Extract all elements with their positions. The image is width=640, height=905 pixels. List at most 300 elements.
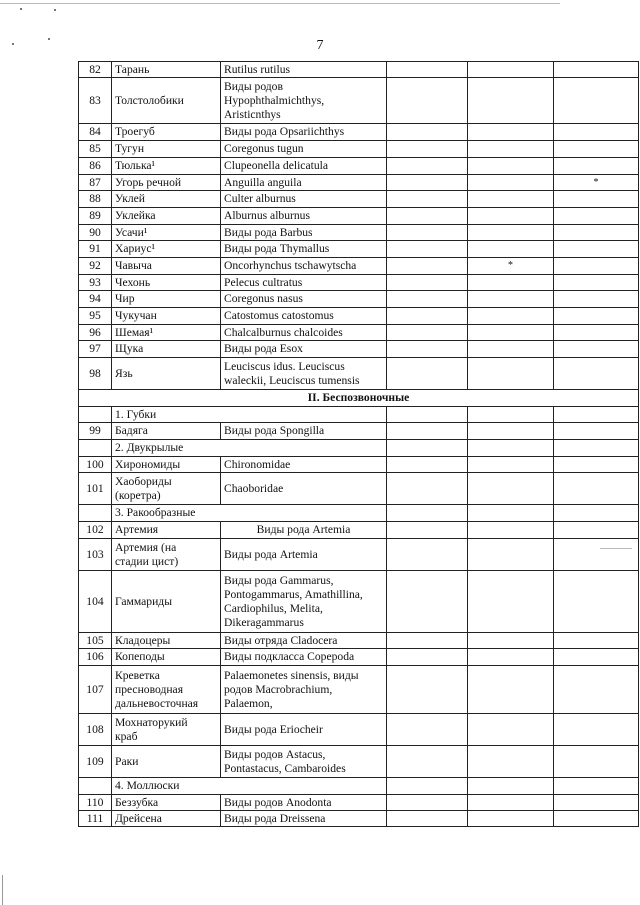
empty-cell — [468, 440, 554, 457]
subsection-heading: 3. Ракообразные — [112, 505, 387, 522]
empty-cell — [387, 811, 468, 827]
table-row — [79, 325, 639, 341]
russian-name — [112, 473, 221, 505]
latin-name-line: Anguilla anguila — [224, 175, 302, 189]
russian-name — [112, 325, 221, 341]
mark-cell — [468, 649, 554, 666]
empty-cell — [387, 423, 468, 440]
latin-name — [221, 78, 387, 124]
latin-name — [221, 124, 387, 141]
latin-name — [221, 341, 387, 358]
empty-cell — [387, 778, 468, 795]
latin-name — [221, 225, 387, 241]
mark-cell — [554, 666, 639, 714]
latin-name — [221, 358, 387, 390]
table-row — [79, 124, 639, 141]
empty-cell — [387, 714, 468, 746]
row-number: 89 — [79, 208, 112, 225]
table-row — [79, 473, 639, 505]
empty-cell — [387, 649, 468, 666]
row-number: 96 — [79, 325, 112, 341]
latin-name — [221, 62, 387, 78]
russian-name-line: Кладоцеры — [115, 633, 171, 647]
empty-cell — [387, 158, 468, 175]
scan-speck — [54, 9, 56, 11]
latin-name-line: Виды рода Barbus — [224, 225, 313, 239]
latin-name — [221, 473, 387, 505]
latin-name-line: Виды родов Astacus, — [224, 747, 326, 761]
row-number: 95 — [79, 308, 112, 325]
table-row — [79, 275, 639, 291]
table-row — [79, 62, 639, 78]
latin-name-line: Pontastacus, Cambaroides — [224, 761, 346, 775]
table-row — [79, 158, 639, 175]
mark-cell — [468, 571, 554, 633]
mark-cell — [554, 225, 639, 241]
empty-cell — [79, 440, 112, 457]
russian-name — [112, 795, 221, 811]
russian-name-line: Копеподы — [115, 650, 165, 663]
mark-cell — [554, 811, 639, 827]
mark-cell — [468, 175, 554, 191]
russian-name — [112, 208, 221, 225]
empty-cell — [387, 522, 468, 539]
empty-cell — [387, 358, 468, 390]
row-number: 104 — [79, 571, 112, 633]
latin-name — [221, 539, 387, 571]
empty-cell — [387, 141, 468, 158]
mark-cell — [468, 141, 554, 158]
table-row — [79, 208, 639, 225]
latin-name — [221, 308, 387, 325]
latin-name-line: Виды рода Dreissena — [224, 811, 326, 825]
empty-cell — [387, 308, 468, 325]
latin-name-line: Виды рода Eriocheir — [224, 722, 323, 736]
russian-name-line: Угорь речной — [115, 175, 182, 189]
latin-name — [221, 423, 387, 440]
russian-name-line: Тюлька¹ — [115, 159, 156, 172]
latin-name-line: Виды отряда Cladocera — [224, 633, 338, 647]
species-table — [78, 61, 639, 827]
table-row — [79, 714, 639, 746]
latin-name — [221, 649, 387, 666]
russian-name-line: Чир — [115, 292, 135, 305]
row-number: 100 — [79, 457, 112, 473]
russian-name-line: Раки — [115, 754, 139, 768]
empty-cell — [387, 325, 468, 341]
row-number: 83 — [79, 78, 112, 124]
empty-cell — [387, 633, 468, 649]
mark-cell — [554, 423, 639, 440]
table-row — [79, 258, 639, 275]
russian-name — [112, 666, 221, 714]
russian-name — [112, 124, 221, 141]
latin-name-line: Виды рода Artemia — [224, 547, 318, 561]
latin-name — [221, 811, 387, 827]
empty-cell — [387, 746, 468, 778]
section-heading-row — [79, 390, 639, 407]
empty-cell — [554, 440, 639, 457]
mark-cell — [554, 62, 639, 78]
latin-name — [221, 666, 387, 714]
latin-name — [221, 522, 387, 539]
mark-cell — [468, 666, 554, 714]
row-number: 86 — [79, 158, 112, 175]
mark-cell — [468, 714, 554, 746]
latin-name — [221, 175, 387, 191]
russian-name — [112, 258, 221, 275]
mark-cell — [468, 341, 554, 358]
row-number: 84 — [79, 124, 112, 141]
mark-cell — [554, 714, 639, 746]
row-number: 93 — [79, 275, 112, 291]
mark-cell — [554, 124, 639, 141]
russian-name-line: Щука — [115, 342, 144, 355]
table-row — [79, 225, 639, 241]
russian-name — [112, 291, 221, 308]
table-row — [79, 666, 639, 714]
table-row — [79, 141, 639, 158]
table-row — [79, 78, 639, 124]
latin-name — [221, 457, 387, 473]
russian-name — [112, 191, 221, 208]
table-row — [79, 571, 639, 633]
russian-name-line: Чукучан — [115, 309, 157, 322]
empty-cell — [387, 407, 468, 423]
mark-cell — [468, 241, 554, 258]
russian-name — [112, 175, 221, 191]
mark-cell — [554, 795, 639, 811]
mark-cell — [468, 208, 554, 225]
subsection-row — [79, 778, 639, 795]
mark-cell — [468, 473, 554, 505]
russian-name-line: Артемия — [115, 523, 159, 536]
table-row — [79, 191, 639, 208]
mark-cell — [554, 78, 639, 124]
row-number: 103 — [79, 539, 112, 571]
row-number: 105 — [79, 633, 112, 649]
mark-cell — [554, 473, 639, 505]
latin-name — [221, 275, 387, 291]
russian-name — [112, 457, 221, 473]
row-number: 98 — [79, 358, 112, 390]
table-row — [79, 457, 639, 473]
russian-name — [112, 649, 221, 666]
empty-cell — [468, 407, 554, 423]
latin-name-line: родов Macrobrachium, — [224, 682, 333, 696]
empty-cell — [554, 407, 639, 423]
empty-cell — [554, 505, 639, 522]
russian-name — [112, 714, 221, 746]
latin-name — [221, 258, 387, 275]
latin-name-line: waleckii, Leuciscus tumensis — [224, 373, 360, 387]
latin-name-line: Pontogammarus, Amathillina, — [224, 587, 363, 601]
empty-cell — [387, 258, 468, 275]
subsection-row — [79, 440, 639, 457]
row-number: 99 — [79, 423, 112, 440]
russian-name-line: Хариус¹ — [115, 242, 155, 255]
empty-cell — [387, 291, 468, 308]
russian-name-line: Троегуб — [115, 125, 155, 138]
russian-name-line: дальневосточная — [115, 696, 199, 710]
latin-name — [221, 714, 387, 746]
russian-name-line: (коретра) — [115, 488, 161, 502]
latin-name-line: Chironomidae — [224, 457, 291, 471]
russian-name — [112, 241, 221, 258]
row-number: 87 — [79, 175, 112, 191]
empty-cell — [387, 124, 468, 141]
subsection-heading: 2. Двукрылые — [112, 440, 387, 457]
row-number: 94 — [79, 291, 112, 308]
empty-cell — [387, 175, 468, 191]
mark-cell: * — [554, 175, 639, 191]
russian-name-line: Бадяга — [115, 424, 148, 437]
mark-cell — [554, 633, 639, 649]
table-row — [79, 308, 639, 325]
row-number: 90 — [79, 225, 112, 241]
row-number: 110 — [79, 795, 112, 811]
russian-name-line: Гаммариды — [115, 594, 172, 608]
russian-name — [112, 522, 221, 539]
mark-cell — [554, 325, 639, 341]
latin-name — [221, 241, 387, 258]
latin-name-line: Alburnus alburnus — [224, 209, 310, 222]
mark-cell — [468, 78, 554, 124]
empty-cell — [387, 241, 468, 258]
latin-name — [221, 325, 387, 341]
latin-name-line: Palaemonetes sinensis, виды — [224, 668, 359, 682]
table-row — [79, 341, 639, 358]
row-number: 97 — [79, 341, 112, 358]
row-number: 109 — [79, 746, 112, 778]
russian-name-line: Дрейсена — [115, 811, 162, 825]
mark-cell — [554, 291, 639, 308]
empty-cell — [79, 778, 112, 795]
mark-cell — [554, 258, 639, 275]
latin-name — [221, 158, 387, 175]
latin-name-line: Chaoboridae — [224, 481, 284, 495]
russian-name-line: Артемия (на — [115, 540, 177, 554]
latin-name-line: Aristicnthys — [224, 107, 281, 121]
empty-cell — [387, 275, 468, 291]
russian-name-line: стадии цист) — [115, 554, 179, 568]
latin-name-line: Culter alburnus — [224, 192, 296, 205]
russian-name-line: пресноводная — [115, 682, 184, 696]
mark-cell — [554, 341, 639, 358]
latin-name-line: Виды рода Gammarus, — [224, 573, 334, 587]
subsection-heading: 1. Губки — [112, 407, 387, 423]
empty-cell — [387, 208, 468, 225]
table-row — [79, 633, 639, 649]
table-row — [79, 649, 639, 666]
latin-name — [221, 633, 387, 649]
row-number: 85 — [79, 141, 112, 158]
table-row — [79, 423, 639, 440]
mark-cell — [554, 522, 639, 539]
empty-cell — [387, 457, 468, 473]
russian-name — [112, 62, 221, 78]
mark-cell — [468, 225, 554, 241]
latin-name — [221, 795, 387, 811]
empty-cell — [468, 778, 554, 795]
scan-speck — [20, 8, 22, 10]
mark-cell — [554, 141, 639, 158]
mark-cell — [554, 649, 639, 666]
row-number: 92 — [79, 258, 112, 275]
mark-cell — [468, 423, 554, 440]
empty-cell — [554, 778, 639, 795]
table-row — [79, 358, 639, 390]
table-row — [79, 795, 639, 811]
russian-name-line: Уклейка — [115, 209, 156, 222]
scan-edge-line — [0, 3, 560, 4]
subsection-heading: 4. Моллюски — [112, 778, 387, 795]
empty-cell — [387, 440, 468, 457]
mark-cell — [468, 191, 554, 208]
russian-name-line: Хаобориды — [115, 474, 172, 488]
russian-name-line: Креветка — [115, 668, 160, 682]
mark-cell — [554, 158, 639, 175]
russian-name-line: Чехонь — [115, 275, 151, 289]
latin-name-line: Palaemon, — [224, 696, 273, 710]
latin-name-line: Виды подкласса Copepoda — [224, 650, 355, 663]
latin-name-line: Виды родов — [224, 79, 283, 93]
table-row — [79, 811, 639, 827]
latin-name-line: Виды рода Spongilla — [224, 424, 325, 437]
latin-name-line: Hypophthalmichthys, — [224, 93, 325, 107]
latin-name-line: Oncorhynchus tschawytscha — [224, 259, 357, 272]
russian-name — [112, 423, 221, 440]
mark-cell — [554, 358, 639, 390]
russian-name-line: Тугун — [115, 142, 145, 155]
russian-name-line: Тарань — [115, 62, 150, 76]
mark-cell — [554, 208, 639, 225]
latin-name-line: Catostomus catostomus — [224, 309, 334, 322]
latin-name — [221, 191, 387, 208]
mark-cell — [468, 358, 554, 390]
subsection-row — [79, 505, 639, 522]
russian-name — [112, 571, 221, 633]
mark-cell — [468, 795, 554, 811]
section-heading: II. Беспозвоночные — [79, 390, 639, 407]
mark-cell — [554, 457, 639, 473]
row-number: 88 — [79, 191, 112, 208]
mark-cell — [468, 325, 554, 341]
latin-name-line: Dikeragammarus — [224, 615, 304, 629]
empty-cell — [387, 191, 468, 208]
russian-name-line: Чавыча — [115, 259, 152, 272]
empty-cell — [387, 341, 468, 358]
latin-name — [221, 141, 387, 158]
empty-cell — [387, 225, 468, 241]
empty-cell — [387, 473, 468, 505]
russian-name-line: Шемая¹ — [115, 325, 154, 339]
table-row — [79, 291, 639, 308]
russian-name — [112, 78, 221, 124]
empty-cell — [387, 795, 468, 811]
row-number: 102 — [79, 522, 112, 539]
russian-name — [112, 225, 221, 241]
latin-name — [221, 746, 387, 778]
russian-name-line: Хирономиды — [115, 457, 181, 471]
latin-name — [221, 571, 387, 633]
russian-name — [112, 141, 221, 158]
scan-edge-line — [2, 875, 3, 905]
subsection-row — [79, 407, 639, 423]
latin-name-line: Виды рода Esox — [224, 342, 303, 355]
russian-name-line: Уклей — [115, 192, 145, 205]
table-row — [79, 175, 639, 191]
latin-name-line: Coregonus nasus — [224, 292, 303, 305]
mark-cell — [554, 746, 639, 778]
russian-name — [112, 158, 221, 175]
mark-cell — [468, 539, 554, 571]
mark-cell — [554, 275, 639, 291]
row-number: 101 — [79, 473, 112, 505]
mark-cell — [468, 62, 554, 78]
mark-cell — [554, 241, 639, 258]
latin-name-line: Pelecus cultratus — [224, 275, 303, 289]
mark-cell — [554, 191, 639, 208]
empty-cell — [387, 539, 468, 571]
table-row — [79, 539, 639, 571]
mark-cell — [468, 633, 554, 649]
mark-cell — [554, 571, 639, 633]
row-number: 91 — [79, 241, 112, 258]
latin-name-line: Clupeonella delicatula — [224, 159, 328, 172]
empty-cell — [79, 505, 112, 522]
row-number: 107 — [79, 666, 112, 714]
latin-name-line: Виды рода Thymallus — [224, 242, 330, 255]
table-row — [79, 241, 639, 258]
latin-name-line: Виды рода Artemia — [256, 523, 351, 536]
mark-cell: * — [468, 258, 554, 275]
empty-cell — [387, 666, 468, 714]
latin-name-line: Coregonus tugun — [224, 142, 304, 155]
empty-cell — [468, 505, 554, 522]
russian-name-line: Мохнаторукий — [115, 715, 188, 729]
empty-cell — [79, 407, 112, 423]
species-table-body — [79, 62, 639, 827]
russian-name — [112, 275, 221, 291]
empty-cell — [387, 62, 468, 78]
mark-cell — [468, 275, 554, 291]
mark-cell — [468, 158, 554, 175]
russian-name — [112, 341, 221, 358]
mark-cell — [554, 308, 639, 325]
latin-name-line: Chalcalburnus chalcoides — [224, 325, 343, 339]
row-number: 106 — [79, 649, 112, 666]
table-row — [79, 746, 639, 778]
row-number: 82 — [79, 62, 112, 78]
mark-cell — [468, 746, 554, 778]
page-number: 7 — [316, 38, 324, 53]
latin-name — [221, 208, 387, 225]
row-number: 108 — [79, 714, 112, 746]
mark-cell — [468, 522, 554, 539]
latin-name-line: Leuciscus idus. Leuciscus — [224, 359, 345, 373]
mark-cell — [468, 291, 554, 308]
russian-name-line: Беззубка — [115, 795, 159, 809]
latin-name-line: Виды рода Opsariichthys — [224, 125, 345, 138]
russian-name-line: Толстолобики — [115, 93, 184, 107]
latin-name-line: Rutilus rutilus — [224, 62, 291, 76]
mark-cell — [468, 308, 554, 325]
empty-cell — [387, 571, 468, 633]
russian-name — [112, 746, 221, 778]
russian-name-line: Усачи¹ — [115, 225, 148, 239]
row-number: 111 — [79, 811, 112, 827]
